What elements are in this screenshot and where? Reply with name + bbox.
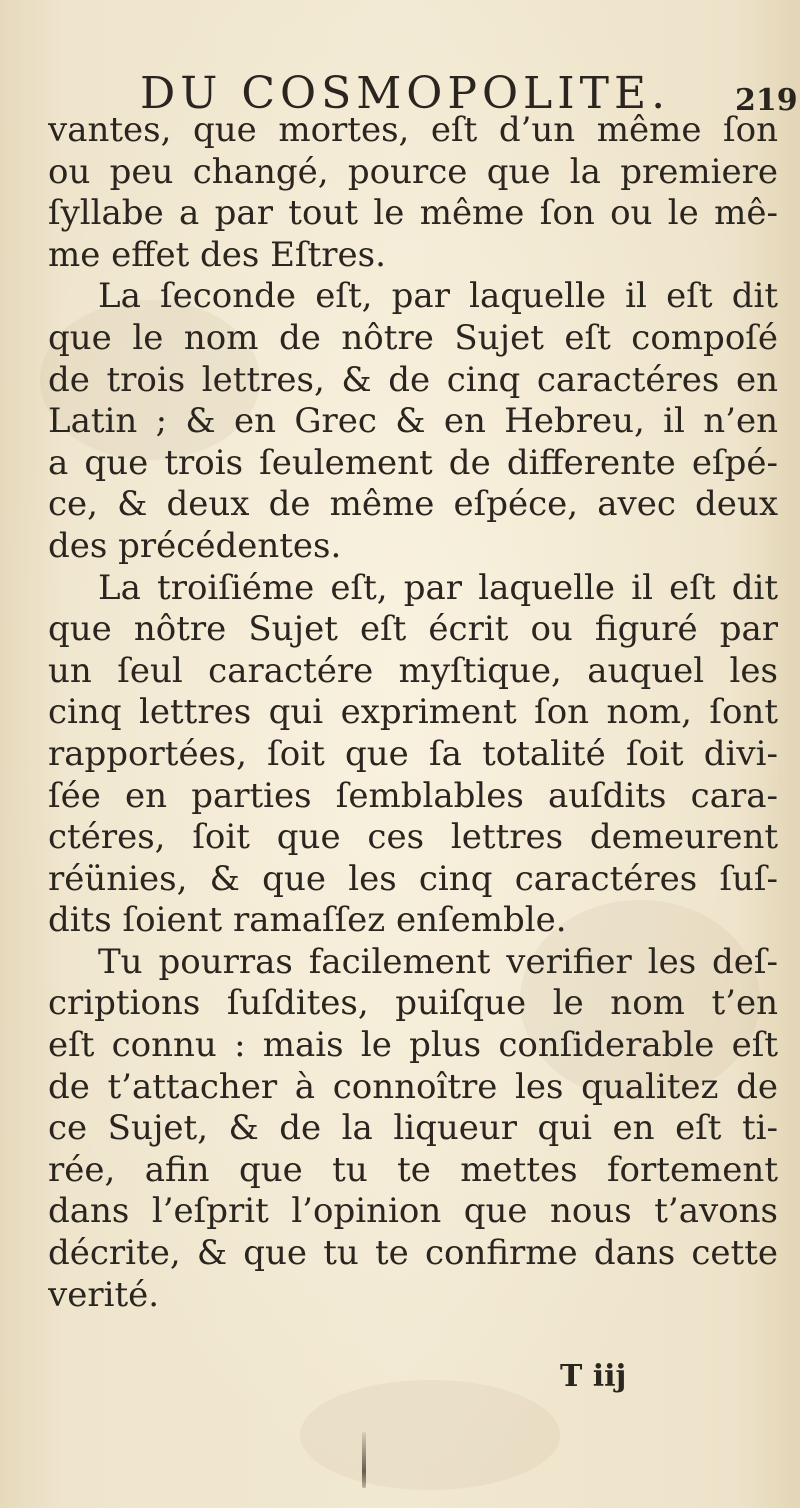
text-line: dans l’eſprit l’opinion que nous t’avons xyxy=(48,1191,778,1232)
text-line: rapportées, ſoit que ſa totalité ſoit divi- xyxy=(48,733,778,774)
text-line: vantes, que mortes, eſt d’un même ſon xyxy=(48,110,778,150)
text-line: rée, afin que tu te mettes fortement xyxy=(48,1149,778,1190)
text-line: a que trois ſeulement de differente eſpé- xyxy=(48,442,778,483)
ink-mark xyxy=(362,1432,366,1488)
text-line: ſée en parties ſemblables auſdits cara- xyxy=(48,775,778,816)
text-line: ce Sujet, & de la liqueur qui en eſt ti- xyxy=(48,1108,778,1149)
text-line: un ſeul caractére myſtique, auquel les xyxy=(48,650,778,691)
paper-stain xyxy=(300,1380,560,1490)
text-line: dits ſoient ramaſſez enſemble. xyxy=(48,900,567,941)
text-line: ce, & deux de même eſpéce, avec deux xyxy=(48,484,778,525)
text-line: Latin ; & en Grec & en Hebreu, il n’en xyxy=(48,401,778,442)
running-head: DU COSMOPOLITE. xyxy=(140,68,671,119)
text-line: verité. xyxy=(48,1274,160,1315)
paragraph-first-line: Tu pourras facilement verifier les deſ- xyxy=(98,941,778,982)
text-line: de trois lettres, & de cinq caractéres en xyxy=(48,359,778,400)
body-text xyxy=(48,110,778,1316)
text-line: décrite, & que tu te confirme dans cette xyxy=(48,1233,778,1274)
text-line: criptions ſuſdites, puiſque le nom t’en xyxy=(48,983,778,1024)
text-line: réünies, & que les cinq caractéres ſuſ- xyxy=(48,858,778,899)
paragraph-first-line: La ſeconde eſt, par laquelle il eſt dit xyxy=(98,276,778,317)
text-line: ou peu changé, pource que la premiere xyxy=(48,151,778,192)
text-line: des précédentes. xyxy=(48,525,342,566)
text-line: que le nom de nôtre Sujet eſt compoſé xyxy=(48,317,778,358)
text-line: que nôtre Sujet eſt écrit ou figuré par xyxy=(48,609,778,650)
text-line: ctéres, ſoit que ces lettres demeurent xyxy=(48,817,778,858)
page-number: 219 xyxy=(735,83,798,118)
text-line: de t’attacher à connoître les qualitez de xyxy=(48,1066,778,1107)
signature-mark: T iij xyxy=(560,1359,627,1394)
text-line: cinq lettres qui expriment ſon nom, ſont xyxy=(48,692,778,733)
paragraph-first-line: La troiſiéme eſt, par laquelle il eſt dit xyxy=(98,567,778,608)
text-line: eſt connu : mais le plus conſiderable eſt xyxy=(48,1025,778,1066)
text-line: me effet des Eſtres. xyxy=(48,234,386,275)
text-line: ſyllabe a par tout le même ſon ou le mê- xyxy=(48,193,778,234)
